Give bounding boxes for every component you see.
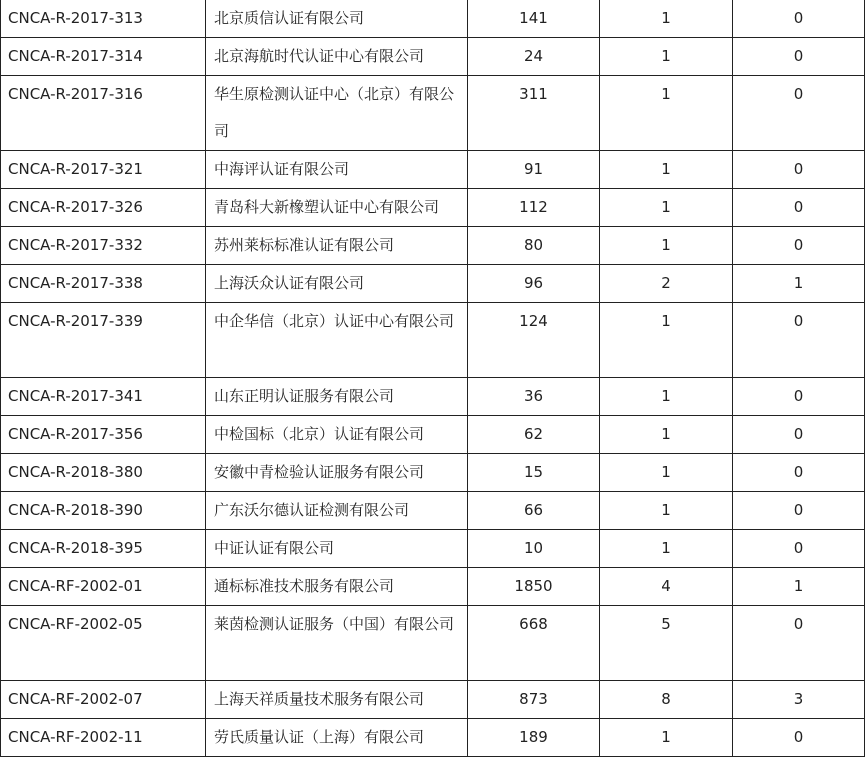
count-cell: 141 [468, 0, 600, 38]
column-5-cell: 0 [733, 530, 865, 568]
column-4-cell: 1 [600, 492, 733, 530]
column-4-cell: 1 [600, 530, 733, 568]
cert-code-cell: CNCA-R-2017-338 [1, 265, 206, 303]
cert-code-cell: CNCA-R-2018-380 [1, 454, 206, 492]
table-row [1, 454, 865, 492]
column-4-cell: 1 [600, 227, 733, 265]
column-4-cell: 1 [600, 719, 733, 757]
count-cell: 10 [468, 530, 600, 568]
cert-code-cell: CNCA-RF-2002-05 [1, 606, 206, 681]
column-5-cell: 0 [733, 189, 865, 227]
column-5-cell: 0 [733, 303, 865, 378]
count-cell: 1850 [468, 568, 600, 606]
count-cell: 112 [468, 189, 600, 227]
table-row [1, 38, 865, 76]
company-name-cell: 北京海航时代认证中心有限公司 [206, 38, 468, 76]
column-4-cell: 1 [600, 189, 733, 227]
column-5-cell: 0 [733, 378, 865, 416]
cert-code-cell: CNCA-R-2017-339 [1, 303, 206, 378]
cert-code-cell: CNCA-R-2018-390 [1, 492, 206, 530]
column-4-cell: 1 [600, 151, 733, 189]
company-name-cell: 北京质信认证有限公司 [206, 0, 468, 38]
column-5-cell: 0 [733, 151, 865, 189]
cert-code-cell: CNCA-R-2017-321 [1, 151, 206, 189]
company-name-cell: 华生原检测认证中心（北京）有限公司 [206, 76, 468, 151]
company-name-cell: 安徽中青检验认证服务有限公司 [206, 454, 468, 492]
count-cell: 36 [468, 378, 600, 416]
table-row [1, 416, 865, 454]
cert-code-cell: CNCA-R-2017-314 [1, 38, 206, 76]
column-4-cell: 1 [600, 38, 733, 76]
company-name-cell: 中海评认证有限公司 [206, 151, 468, 189]
table-row [1, 492, 865, 530]
cert-code-cell: CNCA-R-2018-395 [1, 530, 206, 568]
count-cell: 15 [468, 454, 600, 492]
company-name-cell: 青岛科大新橡塑认证中心有限公司 [206, 189, 468, 227]
column-4-cell: 8 [600, 681, 733, 719]
company-name-cell: 中检国标（北京）认证有限公司 [206, 416, 468, 454]
cert-code-cell: CNCA-R-2017-313 [1, 0, 206, 38]
count-cell: 24 [468, 38, 600, 76]
count-cell: 311 [468, 76, 600, 151]
column-4-cell: 1 [600, 303, 733, 378]
column-5-cell: 3 [733, 681, 865, 719]
count-cell: 668 [468, 606, 600, 681]
column-5-cell: 0 [733, 76, 865, 151]
column-5-cell: 1 [733, 568, 865, 606]
company-name-cell: 广东沃尔德认证检测有限公司 [206, 492, 468, 530]
count-cell: 189 [468, 719, 600, 757]
column-5-cell: 0 [733, 492, 865, 530]
company-name-cell: 山东正明认证服务有限公司 [206, 378, 468, 416]
table-row [1, 151, 865, 189]
company-name-cell: 上海沃众认证有限公司 [206, 265, 468, 303]
column-4-cell: 1 [600, 378, 733, 416]
company-name-cell: 苏州莱标标准认证有限公司 [206, 227, 468, 265]
column-5-cell: 0 [733, 0, 865, 38]
table-row [1, 530, 865, 568]
cert-code-cell: CNCA-R-2017-332 [1, 227, 206, 265]
column-5-cell: 0 [733, 416, 865, 454]
count-cell: 62 [468, 416, 600, 454]
table-row [1, 227, 865, 265]
column-4-cell: 5 [600, 606, 733, 681]
column-5-cell: 0 [733, 38, 865, 76]
table-row [1, 265, 865, 303]
table-row [1, 76, 865, 151]
count-cell: 873 [468, 681, 600, 719]
cert-code-cell: CNCA-R-2017-326 [1, 189, 206, 227]
table-row [1, 719, 865, 757]
column-4-cell: 1 [600, 454, 733, 492]
cert-code-cell: CNCA-RF-2002-07 [1, 681, 206, 719]
company-name-cell: 莱茵检测认证服务（中国）有限公司 [206, 606, 468, 681]
count-cell: 91 [468, 151, 600, 189]
table-row [1, 606, 865, 681]
table-row [1, 568, 865, 606]
column-4-cell: 1 [600, 416, 733, 454]
company-name-cell: 上海天祥质量技术服务有限公司 [206, 681, 468, 719]
count-cell: 80 [468, 227, 600, 265]
table-row [1, 0, 865, 38]
column-5-cell: 0 [733, 227, 865, 265]
column-4-cell: 2 [600, 265, 733, 303]
column-5-cell: 0 [733, 719, 865, 757]
company-name-cell: 中企华信（北京）认证中心有限公司 [206, 303, 468, 378]
cert-code-cell: CNCA-RF-2002-11 [1, 719, 206, 757]
cert-code-cell: CNCA-R-2017-356 [1, 416, 206, 454]
cert-code-cell: CNCA-RF-2002-01 [1, 568, 206, 606]
table-row [1, 378, 865, 416]
count-cell: 66 [468, 492, 600, 530]
company-name-cell: 通标标准技术服务有限公司 [206, 568, 468, 606]
table-row [1, 189, 865, 227]
table-row [1, 303, 865, 378]
column-4-cell: 1 [600, 76, 733, 151]
table-row [1, 681, 865, 719]
company-name-cell: 中证认证有限公司 [206, 530, 468, 568]
count-cell: 96 [468, 265, 600, 303]
column-5-cell: 0 [733, 454, 865, 492]
count-cell: 124 [468, 303, 600, 378]
cert-code-cell: CNCA-R-2017-316 [1, 76, 206, 151]
column-4-cell: 4 [600, 568, 733, 606]
company-name-cell: 劳氏质量认证（上海）有限公司 [206, 719, 468, 757]
cert-code-cell: CNCA-R-2017-341 [1, 378, 206, 416]
column-4-cell: 1 [600, 0, 733, 38]
column-5-cell: 1 [733, 265, 865, 303]
column-5-cell: 0 [733, 606, 865, 681]
